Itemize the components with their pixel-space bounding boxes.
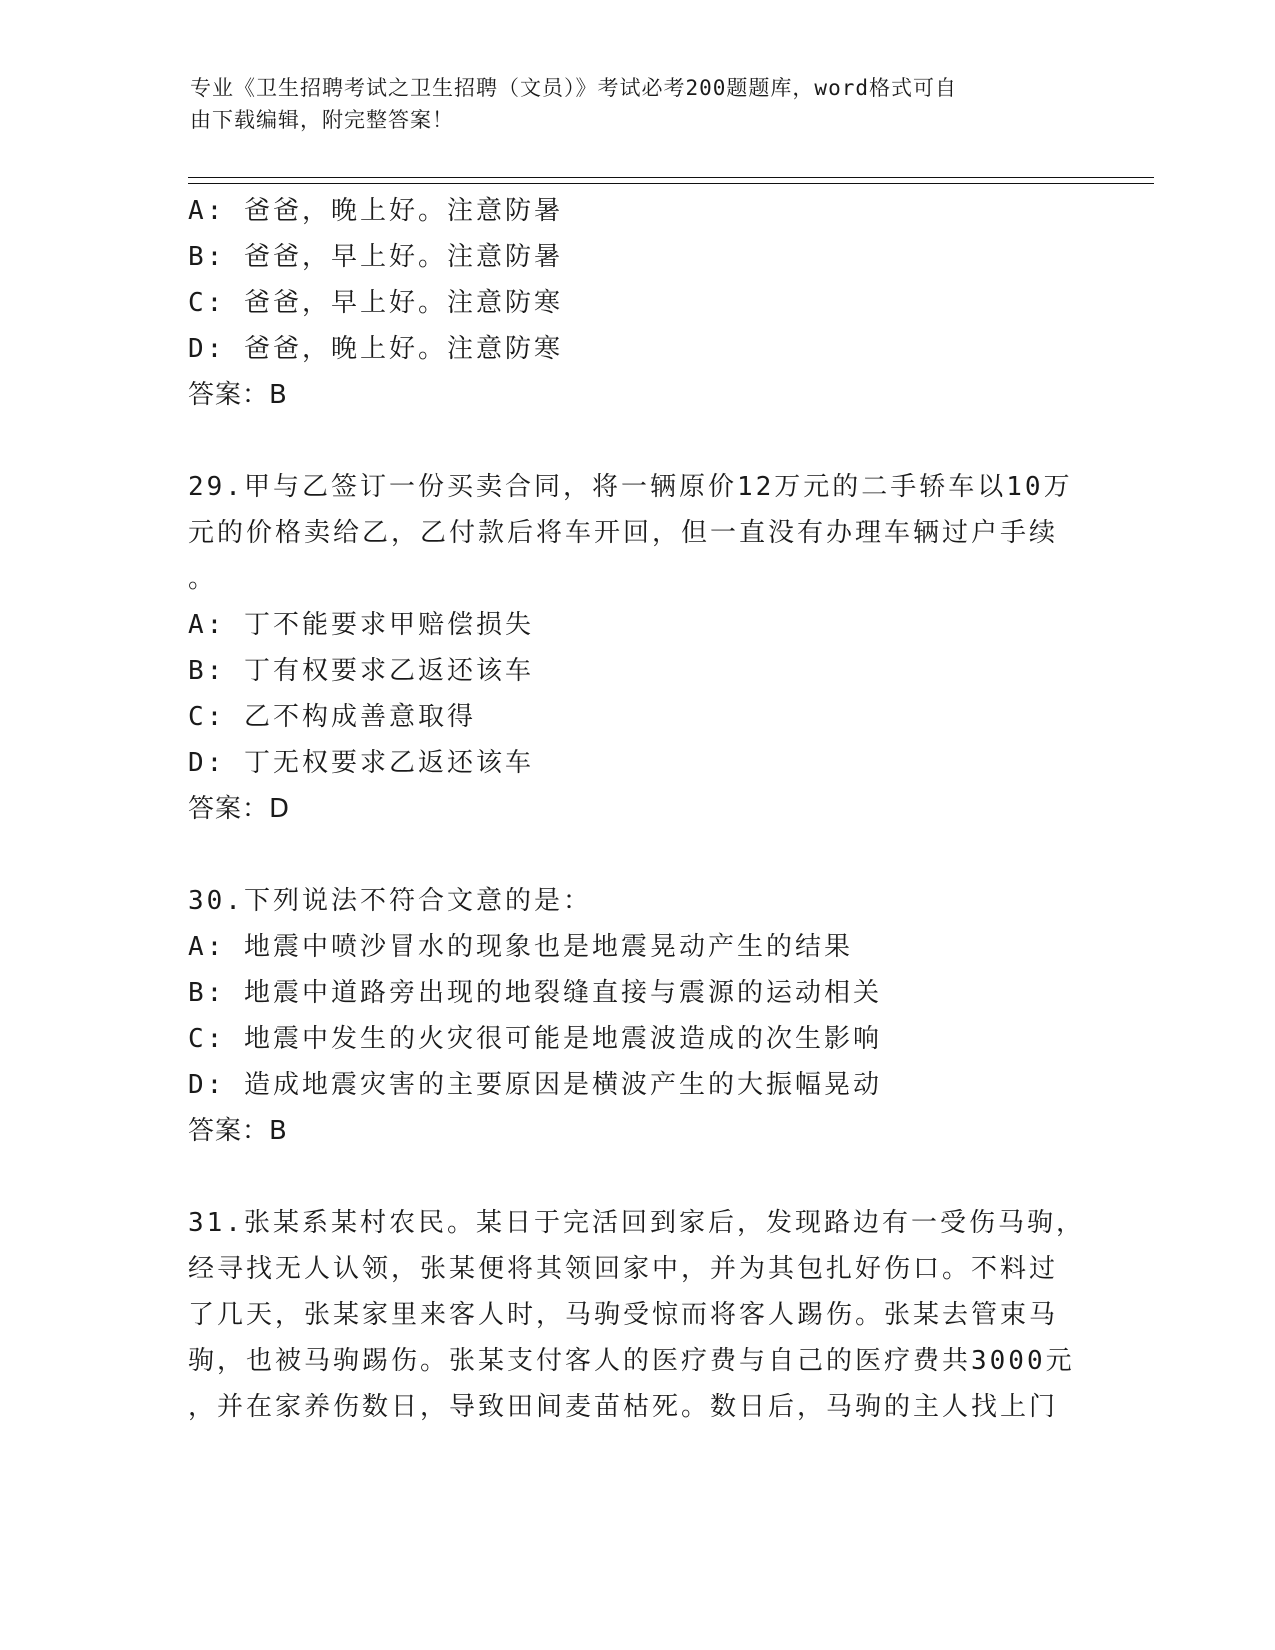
question-stem-line: 驹，也被马驹踢伤。张某支付客人的医疗费与自己的医疗费共3000元 — [188, 1346, 1075, 1376]
question-list — [188, 188, 1088, 1430]
answer: 答案：B — [188, 1116, 288, 1146]
question-stem-line: 经寻找无人认领，张某便将其领回家中，并为其包扎好伤口。不料过 — [188, 1254, 1059, 1284]
option-b: B: 爸爸，早上好。注意防暑 — [188, 242, 563, 272]
option-c: C: 地震中发生的火灾很可能是地震波造成的次生影响 — [188, 1024, 882, 1054]
option-a: A: 地震中喷沙冒水的现象也是地震晃动产生的结果 — [188, 932, 853, 962]
option-c: C: 爸爸，早上好。注意防寒 — [188, 288, 563, 318]
question-stem-line: 31.张某系某村农民。某日于完活回到家后，发现路边有一受伤马驹， — [188, 1208, 1085, 1238]
question-stem-line: 。 — [188, 564, 218, 594]
question-31 — [188, 1200, 1088, 1430]
option-b: B: 丁有权要求乙返还该车 — [188, 656, 534, 686]
answer: 答案：D — [188, 794, 291, 824]
question-stem-line: 29.甲与乙签订一份买卖合同，将一辆原价12万元的二手轿车以10万 — [188, 472, 1073, 502]
header-line-1: 专业《卫生招聘考试之卫生招聘（文员）》考试必考200题题库，word格式可自 — [190, 76, 957, 100]
option-d: D: 造成地震灾害的主要原因是横波产生的大振幅晃动 — [188, 1070, 882, 1100]
option-b: B: 地震中道路旁出现的地裂缝直接与震源的运动相关 — [188, 978, 882, 1008]
header-divider-top — [188, 177, 1154, 178]
option-a: A: 爸爸，晚上好。注意防暑 — [188, 196, 563, 226]
spacer — [188, 832, 1088, 878]
option-a: A: 丁不能要求甲赔偿损失 — [188, 610, 534, 640]
question-28 — [188, 188, 1088, 418]
spacer — [188, 418, 1088, 464]
document-header — [190, 72, 1070, 136]
question-29 — [188, 464, 1088, 832]
spacer — [188, 1154, 1088, 1200]
question-stem-line: 了几天，张某家里来客人时，马驹受惊而将客人踢伤。张某去管束马 — [188, 1300, 1059, 1330]
question-stem-line: ，并在家养伤数日，导致田间麦苗枯死。数日后，马驹的主人找上门 — [188, 1392, 1059, 1422]
header-divider-bottom — [188, 183, 1154, 184]
header-line-2: 由下载编辑，附完整答案！ — [190, 108, 454, 132]
option-d: D: 丁无权要求乙返还该车 — [188, 748, 534, 778]
option-d: D: 爸爸，晚上好。注意防寒 — [188, 334, 563, 364]
question-stem-line: 30.下列说法不符合文意的是： — [188, 886, 592, 916]
option-c: C: 乙不构成善意取得 — [188, 702, 476, 732]
question-30 — [188, 878, 1088, 1154]
question-stem-line: 元的价格卖给乙，乙付款后将车开回，但一直没有办理车辆过户手续 — [188, 518, 1059, 548]
answer: 答案：B — [188, 380, 288, 410]
